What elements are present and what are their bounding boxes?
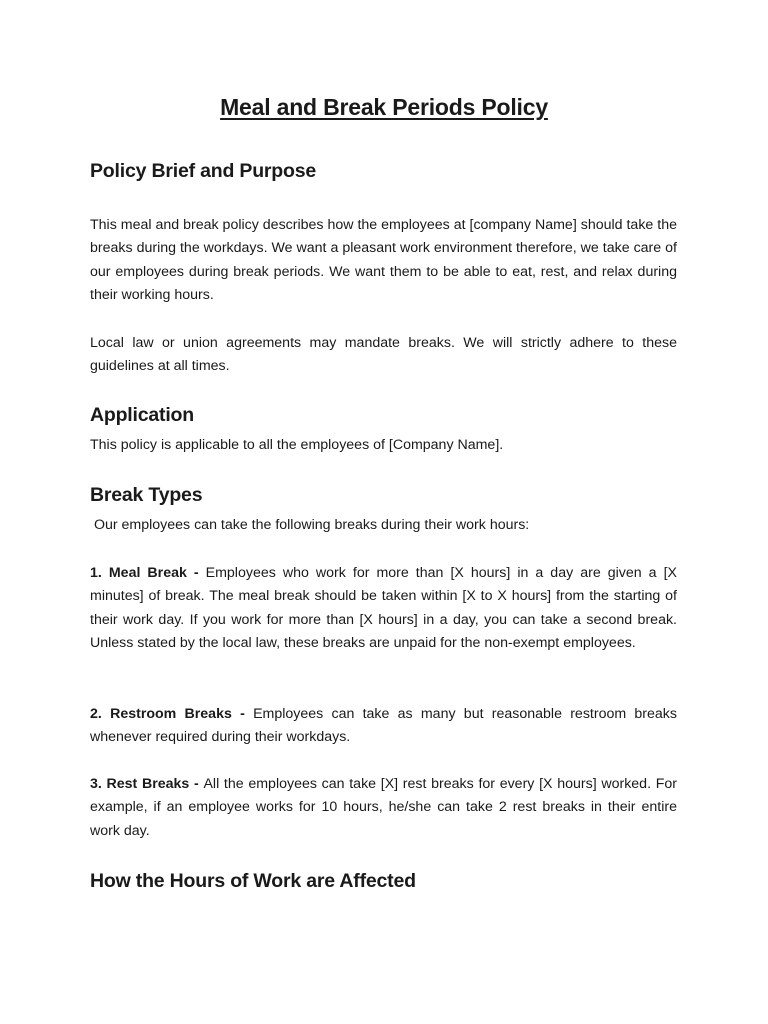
list-item-lead: 3. Rest Breaks - [90, 776, 204, 792]
paragraph-break-intro: Our employees can take the following breaks during their work hours: [90, 517, 530, 533]
list-item-meal-break [90, 562, 677, 656]
heading-policy-brief: Policy Brief and Purpose [90, 160, 317, 182]
document-title: Meal and Break Periods Policy [220, 94, 548, 120]
list-item-restroom-breaks [90, 703, 677, 750]
list-item-text: Employees can take as many but reasonable restroom breaks whenever required during their workdays. [90, 706, 677, 746]
heading-break-types: Break Types [90, 484, 203, 506]
list-item-text: All the employees can take [X] rest breaks for every [X hours] worked. For example, if an employee works for 10 hours, he/she can take 2 rest breaks in their entire work day. [90, 776, 677, 839]
list-item-text: Employees who work for more than [X hours] in a day are given a [X minutes] of break. The meal break should be taken within [X to X hours] from the starting of their work day. If you work for more than [X hours] in a day, you can take a second break. Unless stated by the local law, these breaks are unpaid for the non-exempt employees. [90, 565, 677, 652]
list-item-lead: 1. Meal Break - [90, 565, 206, 581]
list-item-lead: 2. Restroom Breaks - [90, 706, 254, 722]
list-item-rest-breaks [90, 773, 677, 843]
paragraph-brief-2: Local law or union agreements may mandate breaks. We will strictly adhere to these guidelines at all times. [90, 335, 677, 375]
paragraph-application: This policy is applicable to all the employees of [Company Name]. [90, 437, 504, 453]
heading-application: Application [90, 404, 194, 426]
heading-hours-affected: How the Hours of Work are Affected [90, 870, 416, 892]
paragraph-brief-1: This meal and break policy describes how the employees at [company Name] should take the breaks during the workdays. We want a pleasant work environment therefore, we take care of our employees during break periods. We want them to be able to eat, rest, and relax during their working hours. [90, 217, 677, 304]
